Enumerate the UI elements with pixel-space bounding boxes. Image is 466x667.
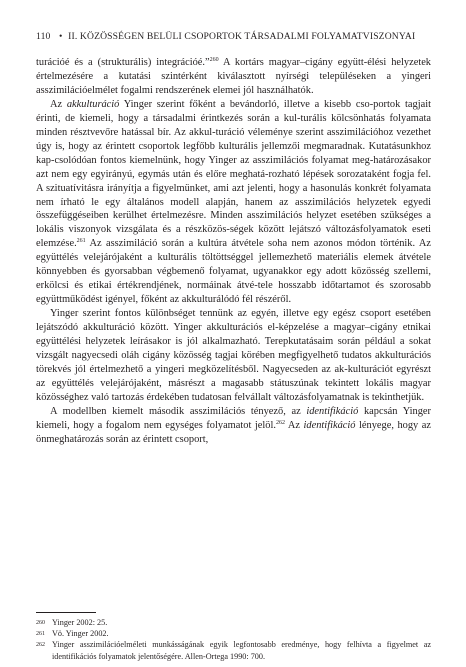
text-run: A kortárs magyar–cigány együtt-élési helyzetek értelmezésére a kutatási szintérként kiválasztott nyírségi településeken a yingeri asszimilációelmélet fogalmi rendszerének elemei jól használhatók. [36, 57, 432, 96]
footnote-ref-262[interactable]: 262 [275, 419, 285, 426]
running-title: II. KÖZÖSSÉGEN BELÜLI CSOPORTOK TÁRSADALMI FOLYAMATVISZONYAI [68, 31, 416, 42]
paragraph-4 [36, 405, 431, 447]
footnote-divider [36, 612, 96, 613]
term-identifikacio: identifikáció [303, 419, 356, 431]
footnote-260 [36, 617, 431, 628]
footnote-ref-261[interactable]: 261 [76, 238, 86, 245]
paragraph-3 [36, 307, 431, 405]
text-run: Yinger szerint fontos különbséget tennünk az egyén, illetve egy egész csoport esetében lejátszódó akkulturáció között. Yinger akkulturációs el-képzelése a magyar–cigány etnikai együttélési helyzetek leírásakor is jól alkalmazható. Terepkutatásaim során például a sokat vizsgált nagyecsedi oláh cigány közösség tagjai körében megfigyelhető tudatos akkulturációs törekvés jól értelmezhető a yingeri megközelítésből. Nagyecseden az ak-kulturációt egyrészt az együttélés velejárójaként, másrészt a magasabb státuszúnak tekintett lokális magyar közösséghez való tartozás érdekében tudatosan felvállalt változásfolyamatnak is tekinthetjük. [36, 308, 431, 403]
footnotes [36, 617, 431, 662]
term-identifikacio: identifikáció [306, 405, 359, 417]
paragraph-2 [36, 98, 431, 307]
text-run: A modellben kiemelt második asszimilációs tényező, az [50, 405, 307, 417]
paragraph-1 [36, 56, 431, 98]
text-run: Yinger szerint főként a bevándorló, illetve a kisebb cso-portok tagjait érinti, de kiemeli, hogy a társadalmi érintkezés során a kul-turális kölcsönhatás folyamata minden résztvevőre hatással bír. Az akkul-turáció véleménye szerint asszimilációhoz vezethet úgy is, hogy az érintett csoportok legfőbb kulturális jellemzői megmaradnak. Kutatásunkhoz kap-csolódóan fontos kiemelnünk, hogy Yinger az asszimilációs folyamat meg-határozásakor azt nem egy egyirányú, egymás után és előre meghatá-rozható lépések sorozataként fogja fel. A szituatívitásra irányítja a figyelmünket, ami azt jelenti, hogy a hasonulás konkrét folyamata nem írható le egy általános modell alapján, hanem az asszimilációs helyzetek egyedi összefüggéseiben kerülhet értelmezésre. Minden asszimilációs helyzet esetében szükséges a lokális viszonyok vizsgálata és a részközös-ségek között lejátszó változásfolyamatok eseti elemzése. [36, 98, 431, 250]
footnote-ref-260[interactable]: 260 [209, 57, 219, 63]
footnote-text: Vö. Yinger 2002. [52, 629, 109, 639]
page-number: 110 [36, 31, 51, 42]
term-akkulturacio: akkulturáció [66, 98, 120, 110]
footnote-text: Yinger asszimilációelméleti munkásságának egyik legfontosabb eredménye, hogy felhívta a figyelmet az identifikációs folyamatok jelentőségére. Allen-Ortega 1990: 700. [52, 640, 431, 661]
text-run: Az [50, 98, 67, 110]
footnote-262 [36, 639, 431, 661]
running-header [36, 31, 436, 42]
footnote-number: 261 [36, 631, 45, 638]
header-separator: • [59, 31, 63, 42]
footnote-number: 262 [36, 642, 45, 649]
footnote-number: 260 [36, 620, 45, 626]
text-run: Az [284, 419, 304, 431]
body-text [36, 56, 431, 447]
text-run: lényege, hogy az önmeghatározás során az érintett csoport, [36, 419, 431, 445]
text-run: turációé és a (strukturális) integrációé.” [36, 57, 210, 68]
text-run: kapcsán Yinger kiemeli, hogy a fogalom nem egységes folyamatot jelöl. [36, 405, 431, 431]
text-run: Az asszimiláció során a kultúra átvétele soha nem azonos módon történik. Az együttélés velejárójaként a kulturális töltöttséggel jellemezhető materiális elemek átvétele könnyebben és gyorsabban végbemenő folyamat, ugyanakkor egy adott közösség szellemi, erkölcsi és etikai értékrendjének, normáinak átvé-tele hosszabb időtartamot és szorosabb együttműködést igényel, főként az akkulturálódó fél részéről. [36, 238, 431, 306]
footnote-261 [36, 628, 431, 639]
footnote-text: Yinger 2002: 25. [52, 618, 108, 627]
